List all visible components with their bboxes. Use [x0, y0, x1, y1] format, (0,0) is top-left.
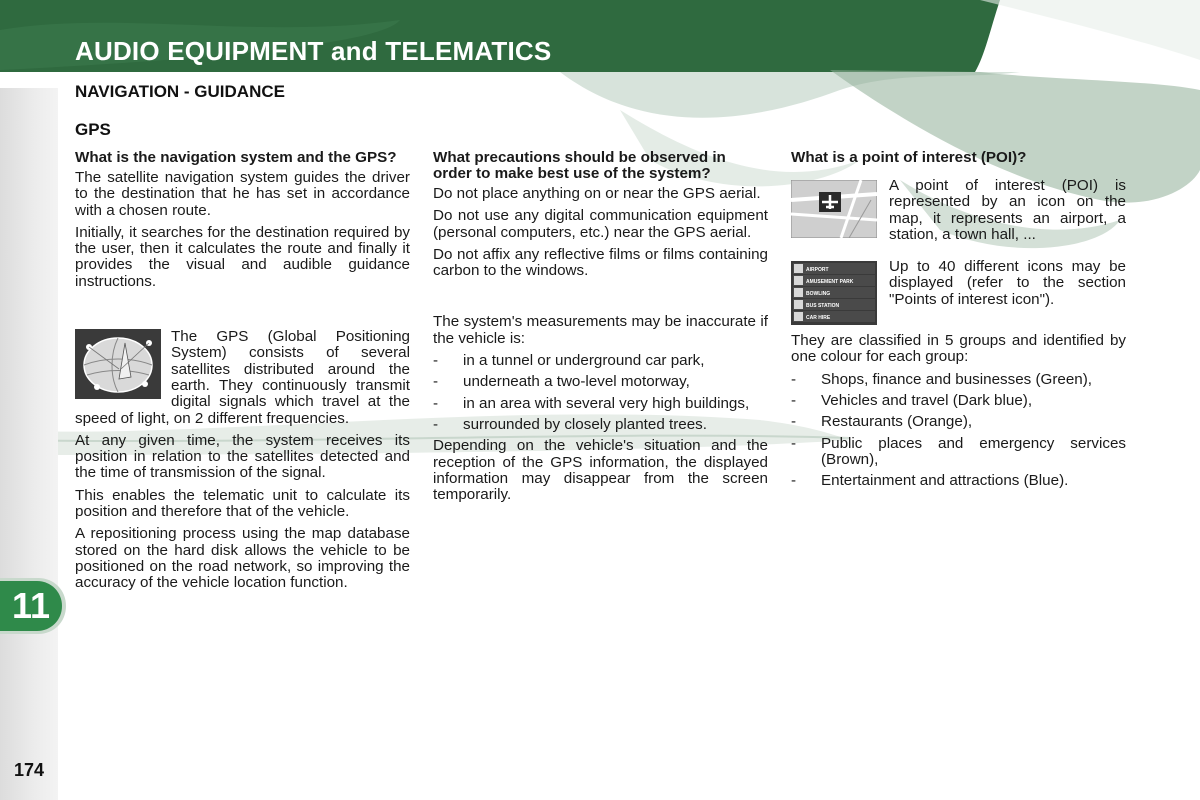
section-title: NAVIGATION - GUIDANCE	[75, 82, 285, 101]
poi-item-label: AMUSEMENT PARK	[806, 279, 854, 286]
poi-groups-list	[791, 372, 1126, 490]
paragraph: Depending on the vehicle's situation and the reception of the GPS information, the displayed information may disappear from the screen temporarily.	[433, 437, 768, 504]
paragraph: At any given time, the system receives its position in relation to the satellites detected and the time of transmission of the signal.	[75, 431, 410, 482]
paragraph: Do not use any digital communication equipment (personal computers, etc.) near the GPS aerial.	[433, 207, 768, 241]
left-margin-strip	[0, 88, 58, 800]
heading-poi: What is a point of interest (POI)?	[791, 149, 1027, 166]
paragraph: Up to 40 different icons may be displayed (refer to the section "Points of interest icon").	[889, 258, 1126, 308]
paragraph: Do not place anything on or near the GPS aerial.	[433, 185, 761, 202]
paragraph: A repositioning process using the map database stored on the hard disk allows the vehicle to be positioned on the road network, so improving the accuracy of the vehicle location function.	[75, 525, 410, 592]
column-precautions	[433, 150, 768, 509]
paragraph: Initially, it searches for the destination required by the user, then it calculates the route and finally it provides the visual and audible guidance instructions.	[75, 223, 410, 290]
paragraph: Do not affix any reflective films or films containing carbon to the windows.	[433, 245, 768, 280]
subsection-title: GPS	[75, 120, 111, 139]
poi-item-label: BUS STATION	[806, 303, 840, 310]
list-item: - Public places and emergency services (Brown),	[791, 434, 1126, 468]
list-item: - Shops, finance and businesses (Green),	[791, 370, 1093, 388]
list-item: - Vehicles and travel (Dark blue),	[791, 392, 1033, 410]
heading-precautions: What precautions should be observed in order to make best use of the system?	[433, 149, 726, 182]
airport-map-icon	[791, 180, 877, 238]
paragraph: A point of interest (POI) is represented by an icon on the map, it represents an airport, a station, a town hall, ...	[889, 177, 1126, 243]
list-item: - Entertainment and attractions (Blue).	[791, 472, 1069, 490]
paragraph: The GPS (Global Positioning System) consists of several satellites distributed around the earth. They continuously transmit digital signals which travel at the speed of light, on 2 different frequencies.	[75, 328, 410, 427]
globe-satellite-icon	[75, 329, 161, 399]
column-poi	[791, 150, 1126, 495]
poi-item-label: BOWLING	[806, 291, 831, 298]
poi-item-label: CAR HIRE	[806, 315, 831, 322]
chapter-number: 11	[11, 585, 51, 626]
paragraph: This enables the telematic unit to calculate its position and therefore that of the vehicle.	[75, 486, 410, 521]
list-item: - underneath a two-level motorway,	[433, 373, 690, 391]
paragraph: The system's measurements may be inaccurate if the vehicle is:	[433, 313, 768, 347]
list-item: - in an area with several very high buildings,	[433, 394, 750, 412]
poi-item-label: AIRPORT	[806, 267, 829, 274]
inaccuracy-conditions-list	[433, 353, 768, 433]
poi-icon-list	[791, 261, 877, 325]
list-item: - in a tunnel or underground car park,	[433, 352, 705, 370]
page-header-title: AUDIO EQUIPMENT and TELEMATICS	[75, 36, 552, 66]
paragraph: The satellite navigation system guides the driver to the destination that he has set in accordance with a chosen route.	[75, 169, 410, 219]
list-item: - surrounded by closely planted trees.	[433, 415, 707, 433]
heading-navigation-system: What is the navigation system and the GPS?	[75, 149, 397, 166]
column-navigation-system	[75, 150, 410, 598]
page-number: 174	[14, 760, 45, 780]
list-item: - Restaurants (Orange),	[791, 413, 973, 431]
paragraph: They are classified in 5 groups and identified by one colour for each group:	[791, 332, 1126, 366]
